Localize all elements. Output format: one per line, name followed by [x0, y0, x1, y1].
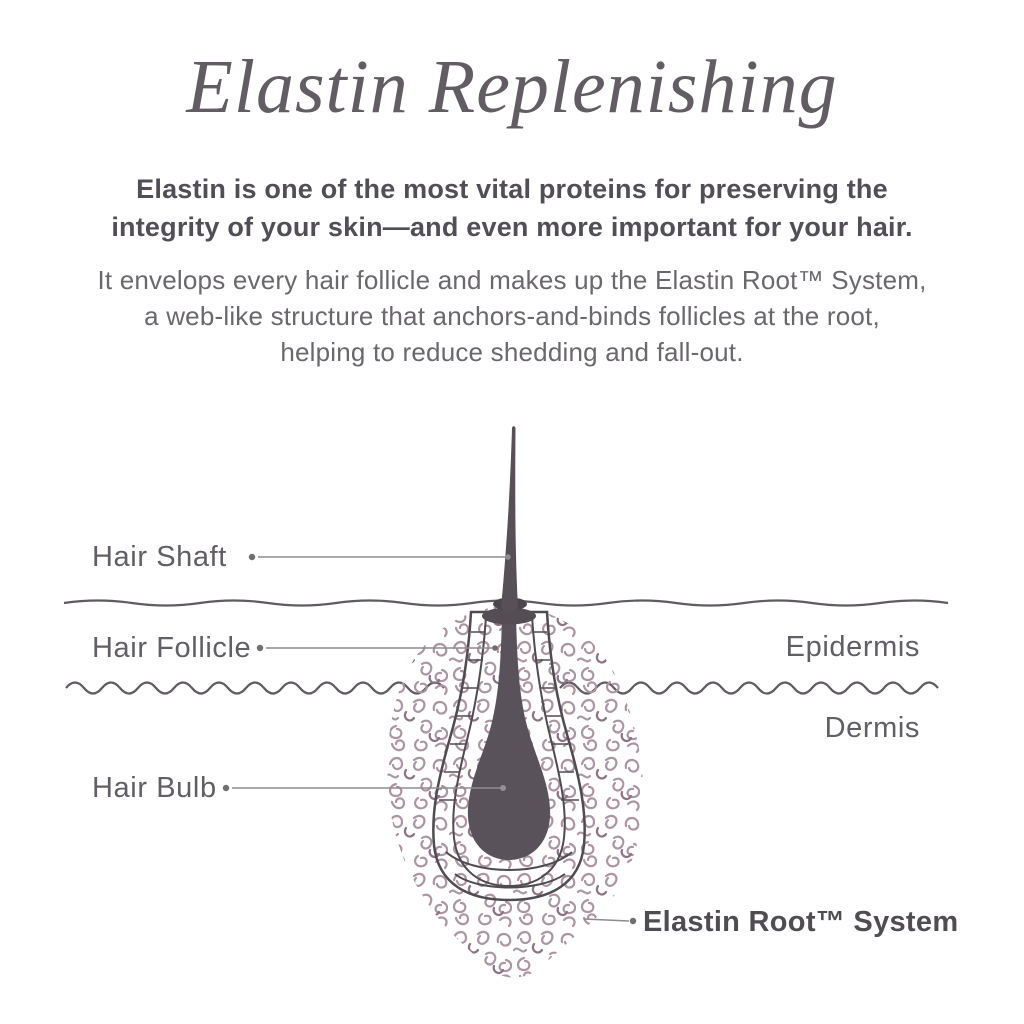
subtitle-line-2: integrity of your skin—and even more important for your hair. [111, 212, 913, 242]
label-hair-shaft: Hair Shaft [92, 541, 227, 573]
subtitle-line-1: Elastin is one of the most vital proteins for preserving the [136, 174, 888, 204]
label-epidermis: Epidermis [785, 631, 920, 663]
body-line-3: helping to reduce shedding and fall-out. [280, 337, 744, 367]
label-dermis: Dermis [824, 712, 920, 744]
hair-shaft-line [501, 426, 518, 612]
label-elastin-root-system: Elastin Root™ System [643, 906, 959, 938]
page-title: Elastin Replenishing [186, 45, 838, 129]
leader-line-hair-shaft [249, 554, 511, 560]
body-line-2: a web-like structure that anchors-and-binds follicles at the root, [144, 301, 880, 331]
label-hair-follicle: Hair Follicle [92, 632, 252, 664]
body-line-1: It envelops every hair follicle and makes up the Elastin Root™ System, [97, 265, 927, 295]
label-hair-bulb: Hair Bulb [92, 772, 217, 804]
